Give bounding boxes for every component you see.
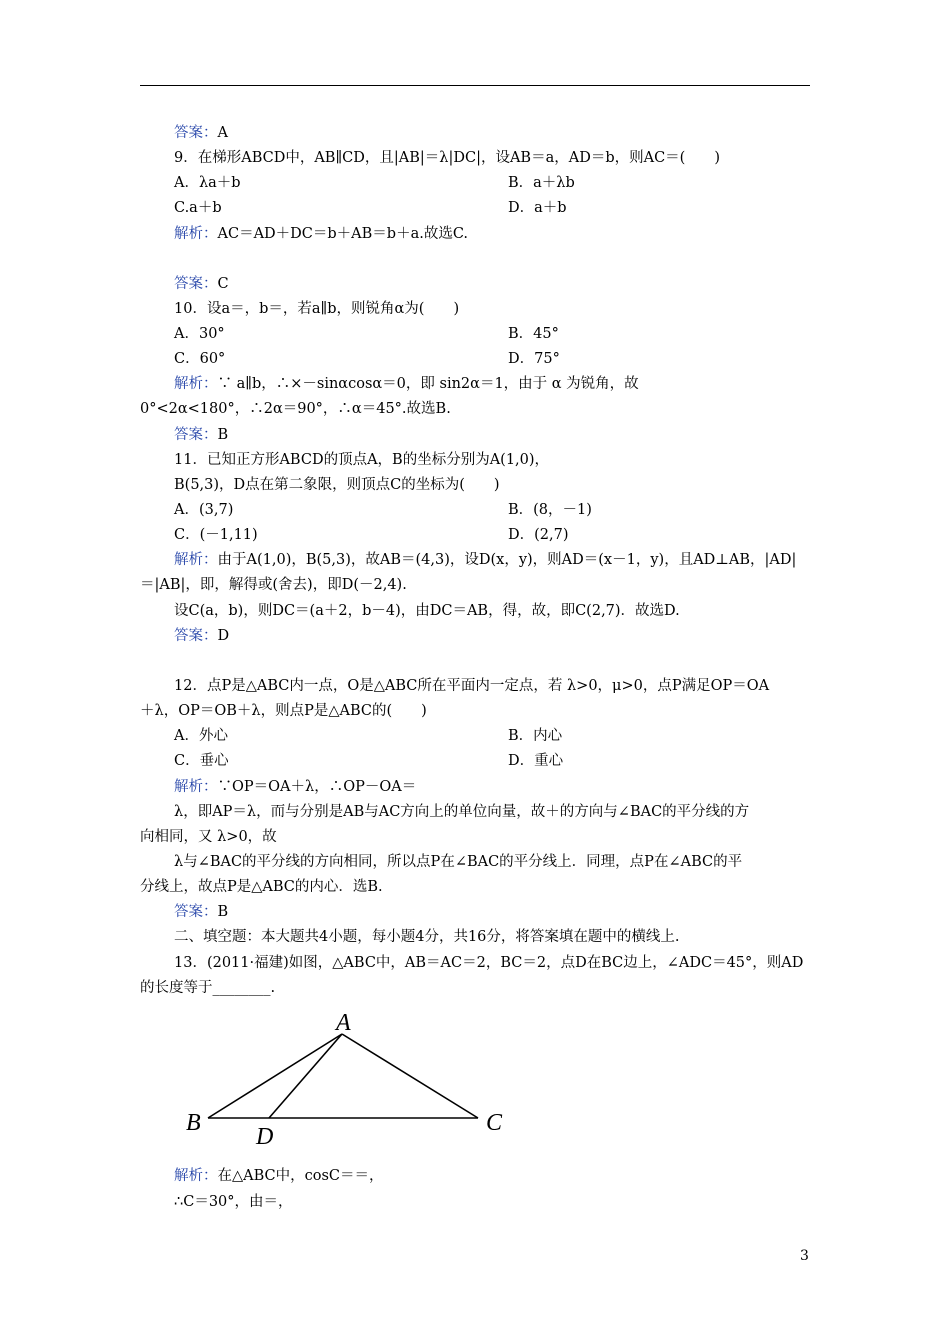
solution-13 bbox=[174, 1166, 384, 1186]
solution-12-cont: 向相同，又 λ>0，故 bbox=[140, 829, 277, 845]
solution-12-cont: λ，即AP＝λ，而与分别是AB与AC方向上的单位向量，故＋的方向与∠BAC的平分线的方 bbox=[174, 804, 750, 820]
solution-label: 解析： bbox=[174, 552, 218, 568]
answer-line bbox=[174, 425, 228, 445]
label-a: A bbox=[336, 1010, 351, 1036]
solution-text: 由于A(1,0)，B(5,3)，故AB＝(4,3)，设D(x，y)，则AD＝(x－1，y)，且AD⊥AB，|AD| bbox=[217, 552, 797, 568]
solution-9 bbox=[174, 224, 468, 244]
answer-value: B bbox=[217, 427, 229, 443]
question-11: 11．已知正方形ABCD的顶点A，B的坐标分别为A(1,0)， bbox=[174, 452, 550, 468]
answer-line bbox=[174, 274, 229, 294]
option-a: A．30° bbox=[174, 326, 225, 342]
question-11-cont: B(5,3)，D点在第二象限，则顶点C的坐标为( ) bbox=[174, 477, 500, 493]
answer-label: 答案： bbox=[174, 427, 218, 443]
solution-label: 解析： bbox=[174, 1168, 218, 1184]
solution-10-cont: 0°<2α<180°，∴2α＝90°，∴α＝45°.故选B. bbox=[140, 401, 451, 417]
option-c: C.a＋b bbox=[174, 200, 222, 216]
solution-11-cont: 设C(a，b)，则DC＝(a＋2，b－4)，由DC＝AB，得，故，即C(2,7)．故选D. bbox=[174, 603, 680, 619]
solution-10 bbox=[174, 374, 639, 394]
solution-label: 解析： bbox=[174, 376, 218, 392]
side-ab bbox=[208, 1034, 342, 1118]
solution-11-cont: ＝|AB|，即，解得或(舍去)，即D(－2,4). bbox=[140, 577, 407, 593]
solution-12 bbox=[174, 777, 416, 797]
header-rule bbox=[140, 85, 810, 86]
label-b: B bbox=[186, 1110, 201, 1136]
option-c: C．垂心 bbox=[174, 753, 229, 769]
question-13: 13．(2011·福建)如图，△ABC中，AB＝AC＝2，BC＝2，点D在BC边上，∠ADC＝45°，则AD bbox=[174, 955, 804, 971]
label-d: D bbox=[256, 1124, 274, 1150]
question-13-cont: 的长度等于________. bbox=[140, 980, 276, 996]
option-c: C．(－1,11) bbox=[174, 527, 258, 543]
option-row bbox=[174, 198, 222, 218]
answer-line bbox=[174, 123, 228, 143]
label-c: C bbox=[486, 1110, 503, 1136]
solution-label: 解析： bbox=[174, 226, 218, 242]
question-9: 9．在梯形ABCD中，AB∥CD，且|AB|＝λ|DC|，设AB＝a，AD＝b，则AC＝( ) bbox=[174, 150, 720, 166]
answer-value: A bbox=[217, 125, 228, 141]
solution-text: ∵OP＝OA＋λ，∴OP－OA＝ bbox=[217, 779, 417, 795]
answer-line bbox=[174, 902, 228, 922]
option-d: D．重心 bbox=[508, 753, 564, 769]
side-ac bbox=[342, 1034, 478, 1118]
solution-12-cont: λ与∠BAC的平分线的方向相同，所以点P在∠BAC的平分线上．同理，点P在∠ABC的平 bbox=[174, 854, 743, 870]
solution-text: 在△ABC中，cosC＝＝， bbox=[217, 1168, 384, 1184]
solution-13-cont: ∴C＝30°，由＝， bbox=[174, 1194, 293, 1210]
answer-value: B bbox=[217, 904, 229, 920]
solution-11 bbox=[174, 550, 796, 570]
option-row bbox=[174, 173, 241, 193]
option-d: D．(2,7) bbox=[508, 527, 569, 543]
option-d: D．a＋b bbox=[508, 200, 567, 216]
solution-12-cont: 分线上，故点P是△ABC的内心．选B. bbox=[140, 879, 383, 895]
option-b: B．45° bbox=[508, 326, 559, 342]
question-12: 12．点P是△ABC内一点，O是△ABC所在平面内一定点，若 λ>0，μ>0，点P满足OP＝OA bbox=[174, 678, 770, 694]
answer-label: 答案： bbox=[174, 628, 218, 644]
question-12-cont: ＋λ，OP＝OB＋λ，则点P是△ABC的( ) bbox=[140, 703, 427, 719]
option-a: A．(3,7) bbox=[174, 502, 234, 518]
option-a: A．外心 bbox=[174, 728, 228, 744]
segment-ad bbox=[269, 1034, 342, 1118]
question-10: 10．设a＝，b＝，若a∥b，则锐角α为( ) bbox=[174, 301, 460, 317]
answer-value: D bbox=[217, 628, 230, 644]
answer-label: 答案： bbox=[174, 125, 218, 141]
page-number: 3 bbox=[800, 1248, 809, 1264]
solution-label: 解析： bbox=[174, 779, 218, 795]
option-c: C．60° bbox=[174, 351, 226, 367]
option-d: D．75° bbox=[508, 351, 560, 367]
option-b: B．a＋λb bbox=[508, 175, 575, 191]
answer-value: C bbox=[217, 276, 229, 292]
option-b: B．内心 bbox=[508, 728, 563, 744]
option-b: B．(8，－1) bbox=[508, 502, 592, 518]
answer-line bbox=[174, 626, 229, 646]
solution-text: AC＝AD＋DC＝b＋AB＝b＋a.故选C. bbox=[217, 226, 469, 242]
triangle-figure bbox=[176, 1004, 516, 1154]
answer-label: 答案： bbox=[174, 276, 218, 292]
option-a: A．λa＋b bbox=[174, 175, 241, 191]
solution-text: ∵ a∥b，∴×－sinαcosα＝0，即 sin2α＝1，由于 α 为锐角，故 bbox=[217, 376, 639, 392]
answer-label: 答案： bbox=[174, 904, 218, 920]
section-heading: 二、填空题：本大题共4小题，每小题4分，共16分，将答案填在题中的横线上. bbox=[174, 929, 680, 945]
